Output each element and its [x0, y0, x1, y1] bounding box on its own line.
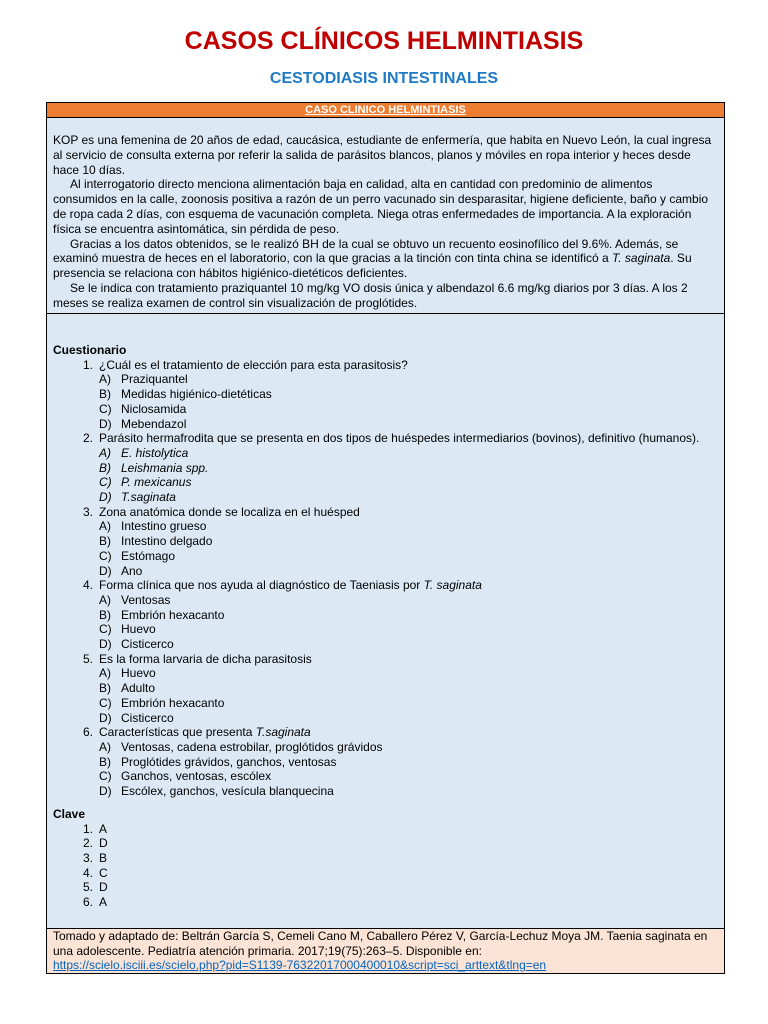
case-paragraph-4: Se le indica con tratamiento praziquantel 10 mg/kg VO dosis única y albendazol 6.6 mg/kg diarios por 3 días. A los 2 meses se realiza examen de control sin visualización de proglótides.: [53, 280, 688, 310]
question-text-species: T.saginata: [255, 725, 311, 740]
option-letter: B): [99, 607, 111, 622]
option-letter: A): [99, 445, 111, 460]
page-title: CASOS CLÍNICOS HELMINTIASIS: [184, 27, 584, 55]
option-text: Niclosamida: [121, 401, 187, 416]
answer-key-number: 4.: [82, 865, 93, 880]
option-letter: A): [99, 372, 111, 387]
question-text-species: T. saginata: [423, 578, 482, 593]
option-text: Ganchos, ventosas, escólex: [121, 769, 272, 784]
option-text: Ventosas: [121, 592, 171, 607]
questionnaire-section: [47, 314, 724, 929]
case-description: [47, 118, 724, 314]
option-letter: C): [99, 548, 112, 563]
option-text: Proglótides grávidos, ganchos, ventosas: [121, 754, 337, 769]
answer-key-item: [53, 880, 718, 895]
option-text: Huevo: [121, 666, 156, 681]
option-text: E. histolytica: [121, 445, 189, 460]
question-number: 1.: [82, 357, 93, 372]
question-text: [99, 505, 718, 520]
option-text: Embrión hexacanto: [121, 607, 225, 622]
answer-key-letter: C: [99, 865, 108, 880]
answer-option: [53, 784, 718, 799]
case-paragraph-3: [53, 237, 718, 281]
answer-option: [53, 593, 718, 608]
case-paragraph-3-species: T. saginata: [612, 251, 671, 266]
answer-option: [53, 490, 718, 505]
question-text: [99, 578, 718, 593]
question-text-main: ¿Cuál es el tratamiento de elección para esta parasitosis?: [99, 357, 408, 372]
answer-option: [53, 461, 718, 476]
answer-key-letter: D: [99, 880, 108, 895]
answer-key-item: [53, 836, 718, 851]
option-text: Embrión hexacanto: [121, 695, 225, 710]
question-item: [53, 431, 718, 446]
option-text: Praziquantel: [121, 372, 188, 387]
option-letter: C): [99, 769, 112, 784]
answer-option: [53, 446, 718, 461]
answer-key-item: [53, 851, 718, 866]
answer-option: [53, 402, 718, 417]
answer-key-list: [53, 822, 718, 910]
option-text: Intestino delgado: [121, 534, 213, 549]
answer-option: [53, 696, 718, 711]
answer-option: [53, 681, 718, 696]
case-paragraph-2: Al interrogatorio directo menciona alimentación baja en calidad, alta en cantidad con predominio de alimentos consumidos en la calle, zoonosis positiva a razón de un perro vacunado sin desparasitar, higiene deficiente, baño y cambio de ropa cada 2 días, con esquema de vacunación completa. Niega otras enfermedades de importancia. A la exploración física se encuentra asintomática, sin pérdida de peso.: [53, 177, 709, 236]
option-letter: D): [99, 784, 112, 799]
answer-key-letter: D: [99, 836, 108, 851]
question-text: [99, 431, 718, 446]
reference-text: Tomado y adaptado de: Beltrán García S, Cemeli Cano M, Caballero Pérez V, García-Lechuz Moya JM. Taenia saginata en una adolescente. Pediatría atención primaria. 2017;19(75):263–5. Disponible en:: [53, 929, 708, 958]
case-paragraph-3-text-end: . Su presencia se relaciona con hábitos higiénico-dietéticos deficientes.: [53, 251, 692, 281]
case-header: CASO CLINICO HELMINTIASIS: [47, 103, 724, 118]
option-letter: B): [99, 681, 111, 696]
answer-key-heading: Clave: [53, 806, 86, 821]
case-table: [46, 102, 725, 974]
question-item: [53, 725, 718, 740]
question-number: 4.: [82, 578, 93, 593]
option-text: Ano: [121, 563, 143, 578]
option-text: Cisticerco: [121, 637, 174, 652]
option-text: Escólex, ganchos, vesícula blanquecina: [121, 784, 334, 799]
option-letter: B): [99, 754, 111, 769]
question-number: 5.: [82, 651, 93, 666]
option-letter: D): [99, 637, 112, 652]
option-letter: C): [99, 475, 112, 490]
option-text: Ventosas, cadena estrobilar, proglótidos grávidos: [121, 739, 383, 754]
reference-link[interactable]: https://scielo.isciii.es/scielo.php?pid=S1139-76322017000400010&script=sci_arttext&tlng=en: [53, 958, 547, 973]
answer-key-letter: B: [99, 850, 108, 865]
option-letter: B): [99, 534, 111, 549]
question-item: [53, 505, 718, 520]
answer-option: [53, 755, 718, 770]
answer-option: [53, 534, 718, 549]
answer-option: [53, 417, 718, 432]
question-text: [99, 725, 718, 740]
answer-option: [53, 666, 718, 681]
page-subtitle: CESTODIASIS INTESTINALES: [269, 70, 499, 87]
option-letter: A): [99, 592, 111, 607]
answer-option: [53, 622, 718, 637]
option-letter: D): [99, 416, 112, 431]
answer-option: [53, 608, 718, 623]
question-text-main: Parásito hermafrodita que se presenta en dos tipos de huéspedes intermediarios (bovinos), definitivo (humanos).: [99, 431, 700, 446]
answer-key-number: 2.: [82, 836, 93, 851]
option-letter: A): [99, 666, 111, 681]
answer-option: [53, 711, 718, 726]
question-item: [53, 652, 718, 667]
answer-option: [53, 769, 718, 784]
question-item: [53, 578, 718, 593]
option-text: Medidas higiénico-dietéticas: [121, 387, 272, 402]
option-letter: A): [99, 739, 111, 754]
answer-option: [53, 519, 718, 534]
option-text: T.saginata: [121, 490, 176, 505]
option-text: Leishmania spp.: [121, 460, 209, 475]
question-number: 3.: [82, 504, 93, 519]
question-list: [53, 358, 718, 799]
case-paragraph-3-text: Gracias a los datos obtenidos, se le realizó BH de la cual se obtuvo un recuento eosinofílico del 9.6%. Además, se examinó muestra de heces en el laboratorio, con la que gracias a la tinción con tinta china se identificó a: [53, 236, 679, 266]
question-text: [99, 358, 718, 373]
reference-section: [47, 929, 724, 973]
question-text-main: Zona anatómica donde se localiza en el huésped: [99, 504, 360, 519]
question-text: [99, 652, 718, 667]
option-text: Adulto: [121, 681, 156, 696]
option-text: Cisticerco: [121, 710, 174, 725]
option-letter: B): [99, 387, 111, 402]
answer-option: [53, 372, 718, 387]
answer-key-letter: A: [99, 895, 108, 910]
option-text: P. mexicanus: [121, 475, 192, 490]
answer-option: [53, 475, 718, 490]
answer-option: [53, 740, 718, 755]
option-text: Mebendazol: [121, 416, 187, 431]
question-text-main: Es la forma larvaria de dicha parasitosis: [99, 651, 312, 666]
option-letter: A): [99, 519, 111, 534]
answer-option: [53, 387, 718, 402]
question-text-main: Características que presenta: [99, 725, 256, 740]
answer-key-number: 5.: [82, 880, 93, 895]
answer-key-item: [53, 895, 718, 910]
answer-key-letter: A: [99, 821, 108, 836]
answer-option: [53, 564, 718, 579]
option-letter: D): [99, 710, 112, 725]
answer-key-number: 6.: [82, 895, 93, 910]
option-letter: D): [99, 563, 112, 578]
question-number: 2.: [82, 431, 93, 446]
case-paragraph-1: KOP es una femenina de 20 años de edad, caucásica, estudiante de enfermería, que habita en Nuevo León, la cual ingresa al servicio de consulta externa por referir la salida de parásitos blancos, planos y móviles en ropa interior y heces desde hace 10 días.: [53, 133, 712, 177]
answer-key-item: [53, 822, 718, 837]
answer-key-item: [53, 866, 718, 881]
option-letter: D): [99, 490, 112, 505]
question-item: [53, 358, 718, 373]
option-letter: C): [99, 622, 112, 637]
questionnaire-heading: Cuestionario: [53, 343, 127, 357]
answer-key-number: 3.: [82, 850, 93, 865]
option-text: Estómago: [121, 548, 176, 563]
option-letter: C): [99, 695, 112, 710]
option-letter: C): [99, 401, 112, 416]
answer-key-number: 1.: [82, 821, 93, 836]
option-letter: B): [99, 460, 111, 475]
question-number: 6.: [82, 725, 93, 740]
answer-option: [53, 549, 718, 564]
option-text: Intestino grueso: [121, 519, 207, 534]
question-text-main: Forma clínica que nos ayuda al diagnóstico de Taeniasis por: [99, 578, 424, 593]
option-text: Huevo: [121, 622, 156, 637]
answer-option: [53, 637, 718, 652]
